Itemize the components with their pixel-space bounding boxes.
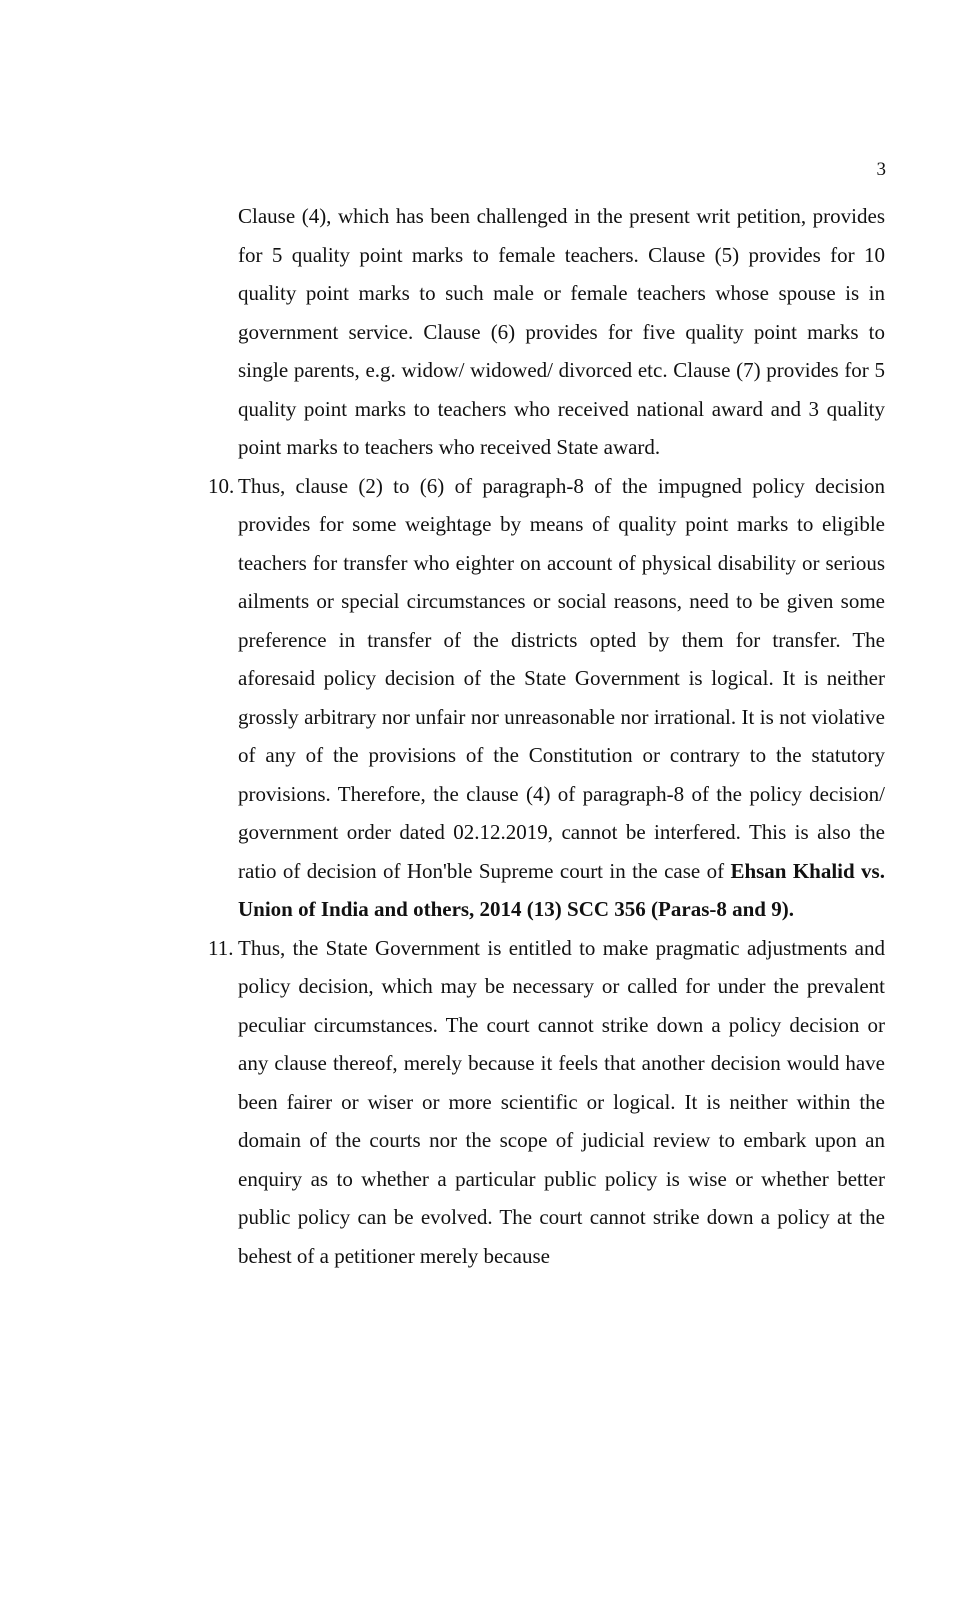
- paragraph-text: Thus, the State Government is entitled to make pragmatic adjustments and policy decision, which may be necessary or called for under the prevalent peculiar circumstances. The court cannot strike down a policy decision or any clause thereof, merely because it feels that another decision would have been fairer or wiser or more scientific or logical. It is neither within the domain of the courts nor the scope of judicial review to embark upon an enquiry as to whether a particular public policy is wise or whether better public policy can be evolved. The court cannot strike down a policy at the behest of a petitioner merely because: [238, 935, 885, 1268]
- case-citation: Ehsan Khalid vs. Union of India and others, 2014 (13) SCC 356 (Paras-8 and 9).: [238, 858, 885, 921]
- paragraph-9-continuation: [238, 197, 885, 467]
- page-number: 3: [876, 159, 886, 180]
- paragraph-text: Thus, clause (2) to (6) of paragraph-8 of the impugned policy decision provides for some weightage by means of quality point marks to eligible teachers for transfer who eighter on account of physical disability or serious ailments or special circumstances or social reasons, need to be given some preference in transfer of the districts opted by them for transfer. The aforesaid policy decision of the State Government is logical. It is neither grossly arbitrary nor unfair nor unreasonable nor irrational. It is not violative of any of the provisions of the Constitution or contrary to the statutory provisions. Therefore, the clause (4) of paragraph-8 of the policy decision/ government order dated 02.12.2019, cannot be interfered. This is also the ratio of decision of Hon'ble Supreme court in the case of: [238, 473, 885, 883]
- paragraph-number: 11.: [208, 935, 234, 960]
- paragraph-number: 10.: [208, 473, 235, 498]
- document-body: [208, 197, 885, 1275]
- paragraph-10: [208, 467, 885, 929]
- paragraph-body: [238, 467, 885, 929]
- paragraph-11: [208, 929, 885, 1276]
- paragraph-text: Clause (4), which has been challenged in the present writ petition, provides for 5 quality point marks to female teachers. Clause (5) provides for 10 quality point marks to such male or female teachers whose spouse is in government service. Clause (6) provides for five quality point marks to single parents, e.g. widow/ widowed/ divorced etc. Clause (7) provides for 5 quality point marks to teachers who received national award and 3 quality point marks to teachers who received State award.: [238, 204, 885, 459]
